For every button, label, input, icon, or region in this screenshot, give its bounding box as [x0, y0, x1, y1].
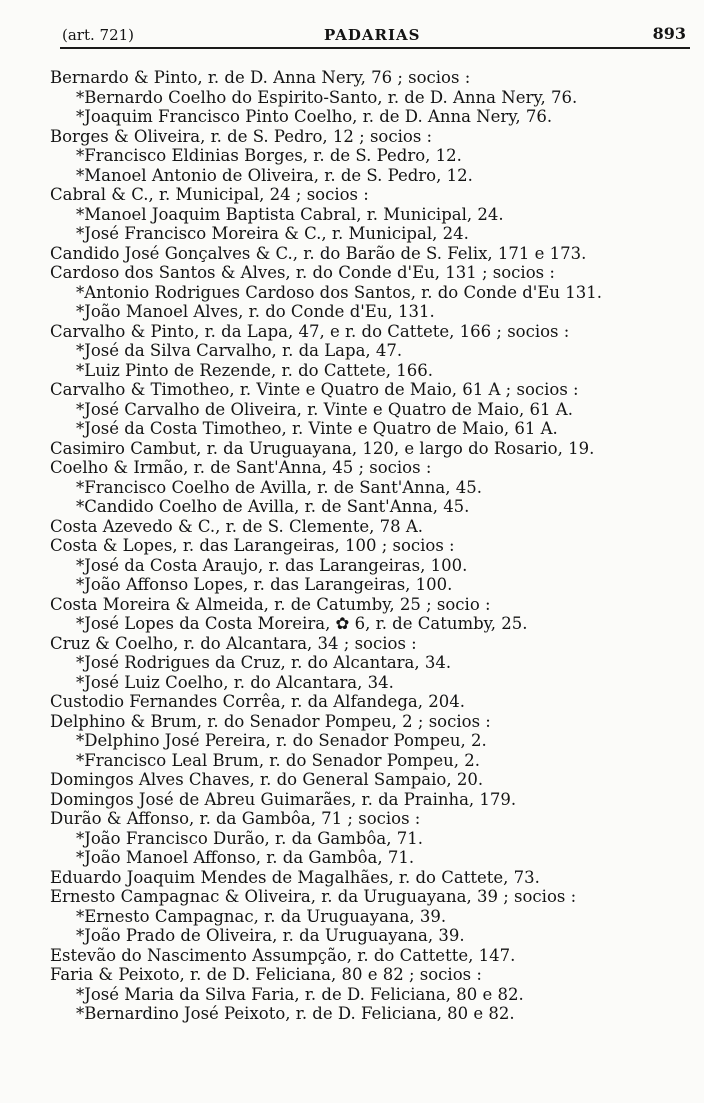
- partner-entry: *Bernardo Coelho do Espirito-Santo, r. de D. Anna Nery, 76.: [76, 87, 578, 107]
- partner-entry: *Francisco Eldinias Borges, r. de S. Pedro, 12.: [76, 146, 462, 165]
- firm-entry: Costa Azevedo & C., r. de S. Clemente, 78 A.: [50, 516, 423, 536]
- firm-entry: Domingos Alves Chaves, r. do General Sampaio, 20.: [50, 770, 484, 789]
- partner-entry: *José da Silva Carvalho, r. da Lapa, 47.: [76, 341, 403, 360]
- partner-entry: *Candido Coelho de Avilla, r. de Sant'Anna, 45.: [76, 497, 470, 516]
- partner-entry: *João Prado de Oliveira, r. da Uruguayana, 39.: [76, 926, 465, 945]
- firm-entry: Ernesto Campagnac & Oliveira, r. da Uruguayana, 39 ; socios :: [50, 887, 577, 906]
- partner-entry: *José Lopes da Costa Moreira, ✿ 6, r. de Catumby, 25.: [76, 614, 528, 633]
- page-header: [62, 24, 694, 46]
- firm-entry: Casimiro Cambut, r. da Uruguayana, 120, e largo do Rosario, 19.: [50, 438, 595, 458]
- firm-entry: Domingos José de Abreu Guimarães, r. da Prainha, 179.: [50, 789, 517, 809]
- partner-entry: *Joaquim Francisco Pinto Coelho, r. de D. Anna Nery, 76.: [76, 107, 553, 126]
- firm-entry: Coelho & Irmão, r. de Sant'Anna, 45 ; socios :: [50, 458, 432, 477]
- partner-entry: *Manoel Joaquim Baptista Cabral, r. Municipal, 24.: [76, 204, 504, 224]
- firm-entry: Costa Moreira & Almeida, r. de Catumby, 25 ; socio :: [50, 594, 491, 614]
- firm-entry: Candido José Gonçalves & C., r. do Barão de S. Felix, 171 e 173.: [50, 243, 587, 263]
- firm-entry: Cardoso dos Santos & Alves, r. do Conde d'Eu, 131 ; socios :: [50, 263, 555, 282]
- header-rule: [60, 47, 690, 49]
- entry-list: [0, 68, 704, 1024]
- firm-entry: Custodio Fernandes Corrêa, r. da Alfandega, 204.: [50, 692, 465, 711]
- section-title: PADARIAS: [324, 26, 421, 44]
- partner-entry: *José Carvalho de Oliveira, r. Vinte e Quatro de Maio, 61 A.: [76, 399, 573, 419]
- firm-entry: Estevão do Nascimento Assumpção, r. do Cattette, 147.: [50, 945, 516, 965]
- partner-entry: *Bernardino José Peixoto, r. de D. Feliciana, 80 e 82.: [76, 1004, 515, 1023]
- article-reference: (art. 721): [62, 26, 135, 44]
- partner-entry: *Delphino José Pereira, r. do Senador Pompeu, 2.: [76, 731, 487, 750]
- partner-entry: *José Luiz Coelho, r. do Alcantara, 34.: [76, 672, 394, 692]
- partner-entry: *José Maria da Silva Faria, r. de D. Feliciana, 80 e 82.: [76, 984, 524, 1004]
- partner-entry: *Francisco Leal Brum, r. do Senador Pompeu, 2.: [76, 750, 480, 770]
- partner-entry: *Ernesto Campagnac, r. da Uruguayana, 39.: [76, 906, 447, 926]
- partner-entry: *João Francisco Durão, r. da Gambôa, 71.: [76, 828, 423, 848]
- partner-entry: *Luiz Pinto de Rezende, r. do Cattete, 166.: [76, 360, 433, 380]
- firm-entry: Cabral & C., r. Municipal, 24 ; socios :: [50, 185, 369, 204]
- partner-entry: *João Affonso Lopes, r. das Larangeiras, 100.: [76, 575, 453, 594]
- page-number: 893: [652, 24, 686, 43]
- firm-entry: Costa & Lopes, r. das Larangeiras, 100 ; socios :: [50, 536, 455, 555]
- partner-entry: *Manoel Antonio de Oliveira, r. de S. Pedro, 12.: [76, 165, 473, 185]
- partner-entry: *José da Costa Timotheo, r. Vinte e Quatro de Maio, 61 A.: [76, 419, 558, 438]
- firm-entry: Eduardo Joaquim Mendes de Magalhães, r. do Cattete, 73.: [50, 867, 540, 887]
- partner-entry: *José da Costa Araujo, r. das Larangeiras, 100.: [76, 555, 468, 575]
- partner-entry: *João Manoel Alves, r. do Conde d'Eu, 131.: [76, 302, 435, 321]
- firm-entry: Durão & Affonso, r. da Gambôa, 71 ; socios :: [50, 809, 421, 828]
- partner-entry: *Francisco Coelho de Avilla, r. de Sant'Anna, 45.: [76, 477, 482, 497]
- partner-entry: *José Rodrigues da Cruz, r. do Alcantara, 34.: [76, 653, 452, 672]
- partner-entry: *Antonio Rodrigues Cardoso dos Santos, r. do Conde d'Eu 131.: [76, 282, 602, 302]
- firm-entry: Cruz & Coelho, r. do Alcantara, 34 ; socios :: [50, 633, 417, 653]
- firm-entry: Carvalho & Timotheo, r. Vinte e Quatro de Maio, 61 A ; socios :: [50, 380, 579, 399]
- firm-entry: Borges & Oliveira, r. de S. Pedro, 12 ; socios :: [50, 126, 433, 146]
- partner-entry: *José Francisco Moreira & C., r. Municipal, 24.: [76, 224, 469, 243]
- firm-entry: Carvalho & Pinto, r. da Lapa, 47, e r. do Cattete, 166 ; socios :: [50, 321, 570, 341]
- firm-entry: Bernardo & Pinto, r. de D. Anna Nery, 76 ; socios :: [50, 68, 471, 87]
- firm-entry: Faria & Peixoto, r. de D. Feliciana, 80 e 82 ; socios :: [50, 965, 482, 984]
- partner-entry: *João Manoel Affonso, r. da Gambôa, 71.: [76, 848, 415, 867]
- firm-entry: Delphino & Brum, r. do Senador Pompeu, 2 ; socios :: [50, 711, 491, 731]
